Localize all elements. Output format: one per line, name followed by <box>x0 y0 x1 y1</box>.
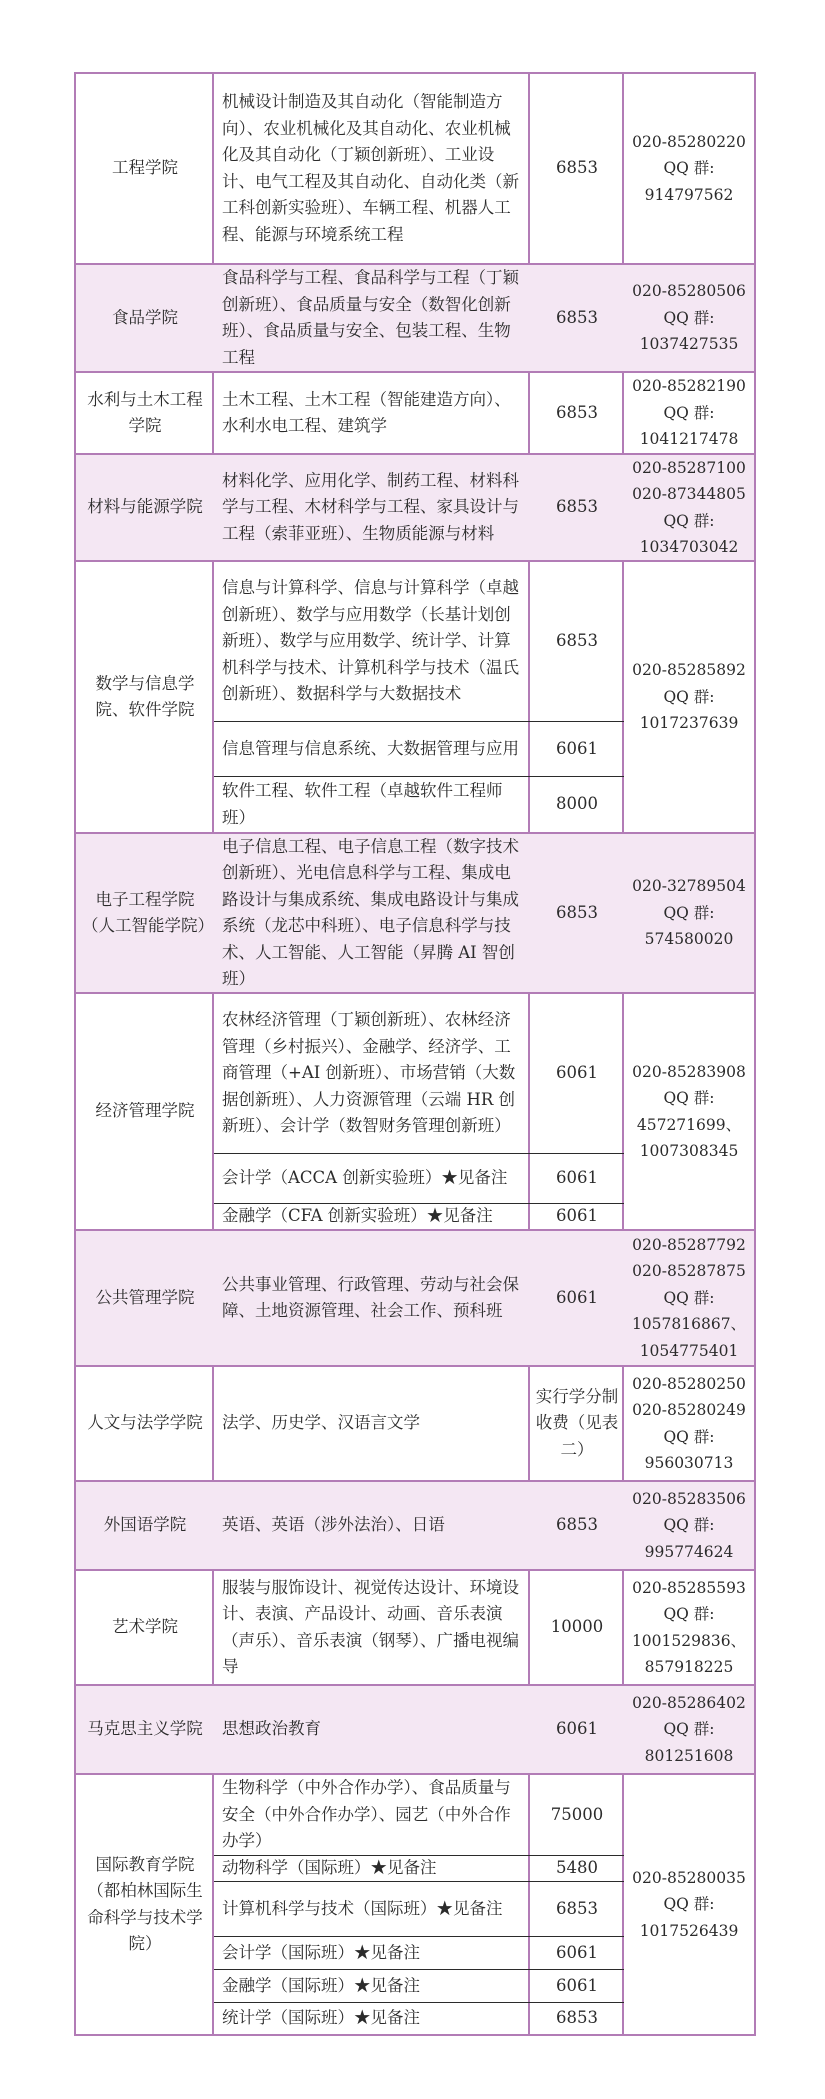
major-list: 英语、英语（涉外法治）、日语 <box>214 1480 530 1569</box>
contact-info: 020-85286402 QQ 群: 801251608 <box>624 1684 754 1773</box>
college-name: 水利与土木工程学院 <box>76 371 214 453</box>
contact-info: 020-85282190 QQ 群: 1041217478 <box>624 371 754 453</box>
fee-table <box>74 72 756 2036</box>
college-name: 工程学院 <box>112 158 178 178</box>
college-name: 食品学院 <box>76 263 214 371</box>
college-name: 电子工程学院（人工智能学院） <box>76 832 214 992</box>
college-name: 马克思主义学院 <box>76 1684 214 1773</box>
major-list: 会计学（ACCA 创新实验班）★见备注 <box>214 1153 530 1203</box>
college-name: 艺术学院 <box>76 1569 214 1684</box>
contact-info: 020-85285892 QQ 群: 1017237639 <box>624 560 754 832</box>
contact-info: 020-85285593 QQ 群: 1001529836、 857918225 <box>624 1569 754 1684</box>
tuition-fee: 6853 <box>530 2002 624 2034</box>
tuition-fee: 6061 <box>530 1936 624 1969</box>
tuition-fee: 75000 <box>530 1773 624 1855</box>
tuition-fee: 6061 <box>530 1969 624 2002</box>
tuition-fee: 6853 <box>530 1480 624 1569</box>
major-list: 服装与服饰设计、视觉传达设计、环境设计、表演、产品设计、动画、音乐表演（声乐）、音乐表演（钢琴）、广播电视编导 <box>214 1569 530 1684</box>
contact-info: 020-85280506 QQ 群: 1037427535 <box>624 263 754 371</box>
major-list: 材料化学、应用化学、制药工程、材料科学与工程、木材科学与工程、家具设计与工程（索菲亚班）、生物质能源与材料 <box>214 453 530 560</box>
college-name: 人文与法学学院 <box>76 1365 214 1480</box>
major-list: 土木工程、土木工程（智能建造方向）、水利水电工程、建筑学 <box>214 371 530 453</box>
tuition-fee: 6061 <box>530 1684 624 1773</box>
major-list: 会计学（国际班）★见备注 <box>214 1936 530 1969</box>
major-list: 农林经济管理（丁颖创新班）、农林经济管理（乡村振兴）、金融学、经济学、工商管理（+AI 创新班）、市场营销（大数据创新班）、人力资源管理（云端 HR 创新班）、会计学（数智财务管理创新班） <box>214 992 530 1153</box>
college-name: 国际教育学院（都柏林国际生命科学与技术学院） <box>76 1773 214 2034</box>
tuition-fee: 6061 <box>530 721 624 776</box>
tuition-fee: 8000 <box>530 776 624 832</box>
major-list: 信息管理与信息系统、大数据管理与应用 <box>214 721 530 776</box>
major-list: 生物科学（中外合作办学）、食品质量与安全（中外合作办学）、园艺（中外合作办学） <box>214 1773 530 1855</box>
major-list: 电子信息工程、电子信息工程（数字技术创新班）、光电信息科学与工程、集成电路设计与集成系统、集成电路设计与集成系统（龙芯中科班）、电子信息科学与技术、人工智能、人工智能（昇腾 AI 智创班） <box>214 832 530 992</box>
tuition-fee: 6061 <box>530 1229 624 1365</box>
tuition-fee: 5480 <box>530 1855 624 1881</box>
major-list: 机械设计制造及其自动化（智能制造方向）、农业机械化及其自动化、农业机械化及其自动化（丁颖创新班）、工业设计、电气工程及其自动化、自动化类（新工科创新实验班）、车辆工程、机器人工程、能源与环境系统工程 <box>222 92 519 244</box>
major-list: 思想政治教育 <box>214 1684 530 1773</box>
contact-info: 020-85280035 QQ 群: 1017526439 <box>624 1773 754 2034</box>
tuition-fee: 6853 <box>530 560 624 721</box>
major-list: 软件工程、软件工程（卓越软件工程师班） <box>214 776 530 832</box>
contact-info: 020-85280220 QQ 群: 914797562 <box>632 132 746 204</box>
major-list: 公共事业管理、行政管理、劳动与社会保障、土地资源管理、社会工作、预科班 <box>214 1229 530 1365</box>
tuition-fee: 6061 <box>530 992 624 1153</box>
tuition-fee: 6853 <box>530 1881 624 1936</box>
major-list: 法学、历史学、汉语言文学 <box>214 1365 530 1480</box>
college-name: 公共管理学院 <box>76 1229 214 1365</box>
college-name: 外国语学院 <box>76 1480 214 1569</box>
major-list: 信息与计算科学、信息与计算科学（卓越创新班）、数学与应用数学（长基计划创新班）、数学与应用数学、统计学、计算机科学与技术、计算机科学与技术（温氏创新班）、数据科学与大数据技术 <box>214 560 530 721</box>
major-list: 金融学（国际班）★见备注 <box>214 1969 530 2002</box>
contact-info: 020-85283908 QQ 群: 457271699、 1007308345 <box>624 992 754 1229</box>
major-list: 食品科学与工程、食品科学与工程（丁颖创新班）、食品质量与安全（数智化创新班）、食品质量与安全、包装工程、生物工程 <box>214 263 530 371</box>
tuition-fee: 实行学分制收费（见表二） <box>530 1365 624 1480</box>
tuition-fee: 6853 <box>530 371 624 453</box>
college-name: 经济管理学院 <box>76 992 214 1229</box>
major-list: 金融学（CFA 创新实验班）★见备注 <box>214 1203 530 1229</box>
college-name: 数学与信息学院、软件学院 <box>76 560 214 832</box>
major-list: 动物科学（国际班）★见备注 <box>214 1855 530 1881</box>
tuition-fee: 6061 <box>530 1203 624 1229</box>
contact-info: 020-85287792 020-85287875 QQ 群: 1057816867、 1054775401 <box>624 1229 754 1365</box>
tuition-fee: 10000 <box>530 1569 624 1684</box>
contact-info: 020-85287100 020-87344805 QQ 群: 1034703042 <box>624 453 754 560</box>
tuition-fee: 6853 <box>530 263 624 371</box>
contact-info: 020-85280250 020-85280249 QQ 群: 956030713 <box>624 1365 754 1480</box>
tuition-fee: 6853 <box>530 832 624 992</box>
tuition-fee: 6853 <box>530 453 624 560</box>
college-name: 材料与能源学院 <box>76 453 214 560</box>
major-list: 统计学（国际班）★见备注 <box>214 2002 530 2034</box>
contact-info: 020-32789504 QQ 群: 574580020 <box>624 832 754 992</box>
tuition-fee: 6853 <box>556 158 598 178</box>
major-list: 计算机科学与技术（国际班）★见备注 <box>214 1881 530 1936</box>
tuition-fee: 6061 <box>530 1153 624 1203</box>
contact-info: 020-85283506 QQ 群: 995774624 <box>624 1480 754 1569</box>
